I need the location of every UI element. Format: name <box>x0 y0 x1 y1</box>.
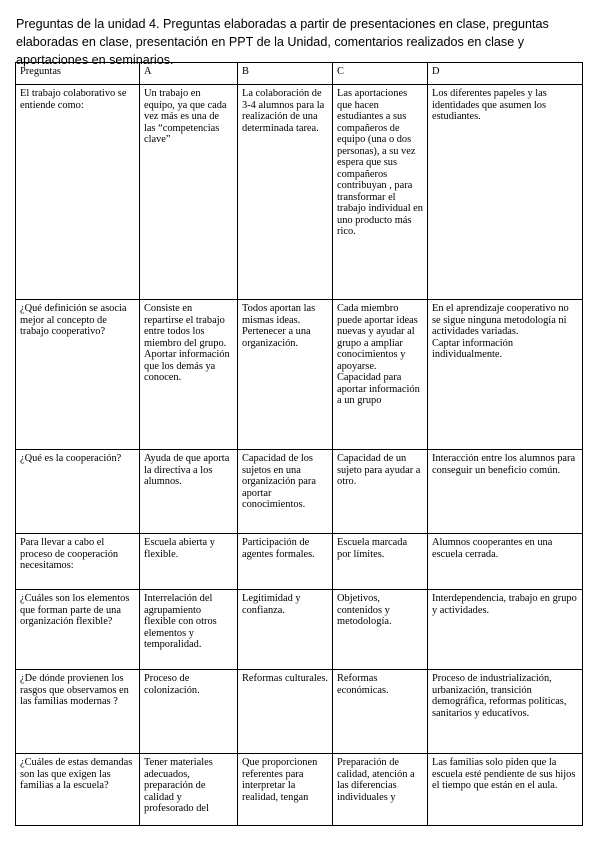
table-row <box>16 450 583 534</box>
table-row <box>16 534 583 590</box>
questions-table <box>15 62 583 826</box>
question-cell: ¿De dónde provienen los rasgos que observamos en las familias modernas ? <box>16 670 140 754</box>
table-row <box>16 590 583 670</box>
answer-cell-c: Objetivos, contenidos y metodología. <box>333 590 428 670</box>
header-cell: Preguntas <box>16 63 140 85</box>
answer-cell-c: Escuela marcada por límites. <box>333 534 428 590</box>
question-cell: Para llevar a cabo el proceso de cooperación necesitamos: <box>16 534 140 590</box>
answer-cell-c: Preparación de calidad, atención a las diferencias individuales y <box>333 754 428 826</box>
answer-cell-d: Interdependencia, trabajo en grupo y actividades. <box>428 590 583 670</box>
header-cell: C <box>333 63 428 85</box>
table-row <box>16 85 583 300</box>
answer-cell-b: Que proporcionen referentes para interpretar la realidad, tengan <box>238 754 333 826</box>
header-cell: A <box>140 63 238 85</box>
intro-text: Preguntas de la unidad 4. Preguntas elaboradas a partir de presentaciones en clase, preguntas elaboradas en clase, presentación en PPT de la Unidad, comentarios realizados en clase y aportaciones en seminarios. <box>16 17 549 67</box>
table-row <box>16 754 583 826</box>
answer-cell-d: Interacción entre los alumnos para conseguir un beneficio común. <box>428 450 583 534</box>
answer-cell-a: Proceso de colonización. <box>140 670 238 754</box>
answer-cell-b: Todos aportan las mismas ideas. Pertenecer a una organización. <box>238 300 333 450</box>
answer-cell-c: Cada miembro puede aportar ideas nuevas y ayudar al grupo a ampliar conocimientos y apoyarse. Capacidad para aportar información a un grupo <box>333 300 428 450</box>
table-row <box>16 670 583 754</box>
answer-cell-c: Capacidad de un sujeto para ayudar a otro. <box>333 450 428 534</box>
table-row <box>16 300 583 450</box>
answer-cell-b: Participación de agentes formales. <box>238 534 333 590</box>
question-cell: ¿Qué es la cooperación? <box>16 450 140 534</box>
answer-cell-c: Las aportaciones que hacen estudiantes a sus compañeros de equipo (una o dos personas), a su vez espera que sus compañeros contribuyan , para transformar el trabajo individual en uno producto más rico. <box>333 85 428 300</box>
question-cell: ¿Qué definición se asocia mejor al concepto de trabajo cooperativo? <box>16 300 140 450</box>
answer-cell-d: Las familias solo piden que la escuela esté pendiente de sus hijos el tiempo que están en el aula. <box>428 754 583 826</box>
answer-cell-b: Reformas culturales. <box>238 670 333 754</box>
answer-cell-b: Capacidad de los sujetos en una organización para aportar conocimientos. <box>238 450 333 534</box>
table-header-row <box>16 63 583 85</box>
answer-cell-b: Legitimidad y confianza. <box>238 590 333 670</box>
answer-cell-d: Alumnos cooperantes en una escuela cerrada. <box>428 534 583 590</box>
answer-cell-a: Consiste en repartirse el trabajo entre todos los miembro del grupo. Aportar información que los demás ya conocen. <box>140 300 238 450</box>
answer-cell-c: Reformas económicas. <box>333 670 428 754</box>
header-cell: B <box>238 63 333 85</box>
answer-cell-d: Proceso de industrialización, urbanización, transición demográfica, reformas políticas, sanitarios y educativos. <box>428 670 583 754</box>
header-cell: D <box>428 63 583 85</box>
answer-cell-a: Un trabajo en equipo, ya que cada vez más es una de las “competencias clave” <box>140 85 238 300</box>
answer-cell-a: Tener materiales adecuados, preparación de calidad y profesorado del <box>140 754 238 826</box>
answer-cell-d: En el aprendizaje cooperativo no se sigue ninguna metodología ni actividades variadas. Captar información individualmente. <box>428 300 583 450</box>
answer-cell-d: Los diferentes papeles y las identidades que asumen los estudiantes. <box>428 85 583 300</box>
question-cell: ¿Cuáles son los elementos que forman parte de una organización flexible? <box>16 590 140 670</box>
answer-cell-a: Ayuda de que aporta la directiva a los alumnos. <box>140 450 238 534</box>
answer-cell-a: Escuela abierta y flexible. <box>140 534 238 590</box>
question-cell: El trabajo colaborativo se entiende como: <box>16 85 140 300</box>
answer-cell-b: La colaboración de 3-4 alumnos para la realización de una determinada tarea. <box>238 85 333 300</box>
question-cell: ¿Cuáles de estas demandas son las que exigen las familias a la escuela? <box>16 754 140 826</box>
answer-cell-a: Interrelación del agrupamiento flexible con otros elementos y temporalidad. <box>140 590 238 670</box>
